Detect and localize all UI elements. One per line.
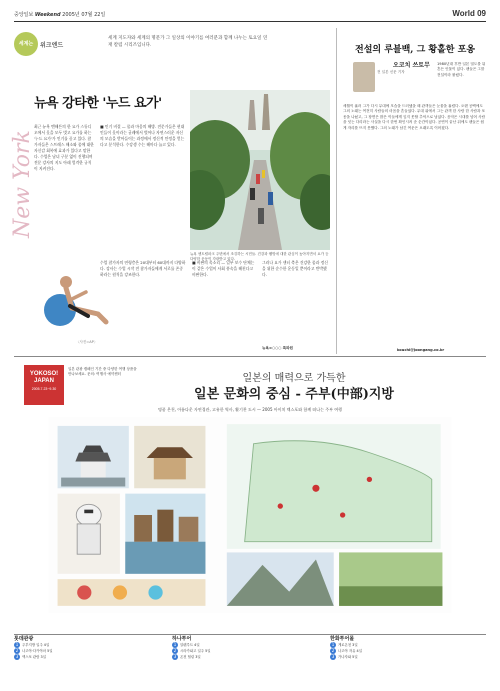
- author-meta: 전 일본 신문 기자: [377, 70, 405, 74]
- agency-item[interactable]: 1 알펜루트 4일: [173, 642, 200, 647]
- agency-name: 롯데관광: [14, 636, 34, 642]
- author-photo: [353, 62, 375, 92]
- yokoso-japan-logo: [24, 365, 64, 405]
- photo-caption: 뉴욕 센트럴파크 주변에서 조깅하는 시민들. 건강과 웰빙에 대한 관심이 높아지면서 요가 등 다양한 운동이 각광받고 있다.: [190, 252, 329, 261]
- agency-name: 한화투어몰: [330, 636, 355, 642]
- agency-hana: [172, 637, 322, 683]
- travel-agency-bar: [14, 634, 486, 682]
- new-york-watermark: New York: [10, 130, 35, 238]
- section-label: 위크엔드: [40, 42, 64, 49]
- article-column-2: ■ 인기 비결 — 몸과 마음의 해방. 전문가들은 현대인들이 옷이라는 굴레에서 벗어나 자연스러운 자신의 모습을 받아들이는 과정에서 정신적 안정을 얻는다고 분석한다. 수강생 수는 해마다 늘고 있다.: [100, 124, 185, 147]
- article-headline: 뉴욕 강타한 '누드 요가': [34, 96, 162, 111]
- paper-name: 중앙일보: [14, 12, 34, 18]
- agency-item[interactable]: 2 나고야·다카야마 5일: [15, 648, 53, 653]
- article-column-1: 최근 뉴욕 맨해튼의 한 요가 스튜디오에서 옷을 모두 벗고 요가를 하는 '누드 요가'가 인기를 끌고 있다. 참가자들은 스트레스 해소와 몸에 대한 자신감 회복에 효과가 있다고 말한다. 수업은 남녀 구분 없이 진행되며 전문 강사의 지도 아래 엄격한 규칙이 지켜진다.: [34, 124, 94, 171]
- ad-photo-collage: [24, 417, 476, 613]
- page-label: World 09: [452, 9, 486, 18]
- agency-item[interactable]: 3 가나자와 5일: [331, 654, 358, 659]
- article-column-5: 그러나 요가 센터 측은 건강한 몸과 정신을 위한 순수한 운동일 뿐이라고 반박했다.: [262, 260, 328, 277]
- column-intro: 1980년대 후반 일본 열도를 뒤흔든 인물이 있다. 팬들은 그를 전설이라 불렀다.: [437, 62, 486, 77]
- article-column-3: 수업 참가자의 연령층은 20대부터 60대까지 다양하다. 강사는 수업 시작 전 참가자들에게 서로를 존중하라는 원칙을 강조한다.: [100, 260, 186, 277]
- agency-hanwha: [330, 637, 486, 683]
- central-park-photo: [190, 90, 330, 250]
- section-badge: 세계는: [14, 32, 38, 56]
- author-name: 오코치 쓰토무: [393, 62, 430, 69]
- ad-info-text: 일본 관광 캠페인 기간 중 다양한 여행 상품을 만나보세요. 문의: 여행사 예약센터: [68, 367, 137, 376]
- section-name: Weekend: [34, 12, 61, 18]
- agency-item[interactable]: 2 시라카와고 일주 5일: [173, 648, 211, 653]
- agency-item[interactable]: 1 주부지방 일주 4일: [15, 642, 50, 647]
- agency-item[interactable]: 2 나고야 자유 4일: [331, 648, 362, 653]
- opinion-column: [336, 28, 486, 354]
- agency-lotte: [14, 637, 164, 683]
- ad-subline: 명품 온천, 아름다운 자연경관, 고유한 역사, 활기찬 도시 — 2005 아이치 엑스포와 함께 떠나는 주부 여행: [158, 407, 342, 412]
- column-title: 전설의 루블백, 그 황홀한 포옹: [355, 45, 475, 55]
- page-header: [14, 8, 486, 22]
- japan-tourism-ad: [14, 356, 486, 678]
- agency-item[interactable]: 3 엑스포 관람 3일: [15, 654, 46, 659]
- ad-headline-sub: 일본의 매력으로 가득한: [242, 373, 346, 384]
- agency-item[interactable]: 3 온천 힐링 3일: [173, 654, 201, 659]
- logo-line-1: YOKOSO!: [29, 371, 59, 377]
- header-paper-info: [14, 11, 105, 18]
- logo-dates: 2005.7.23~9.30: [31, 387, 57, 391]
- article-byline: 뉴욕=○○○ 특파원: [262, 346, 294, 350]
- issue-date: 2005년 07월 22일: [62, 12, 106, 18]
- agency-name: 하나투어: [172, 636, 192, 642]
- agency-item[interactable]: 1 게로온천 3일: [331, 642, 358, 647]
- logo-line-2: JAPAN: [34, 378, 54, 384]
- article-column-4: ■ 비판의 목소리 — 일부 보수 단체는 이 같은 수업이 사회 풍속을 해친다고 비판한다.: [192, 260, 255, 277]
- column-body: 세월이 흘러 그가 다시 무대에 모습을 드러냈을 때 관객들은 눈물을 흘렸다. 오랜 공백에도 그의 노래는 여전히 사람들의 마음을 흔들었다. 무대 위에서 그는 관객 한 사람 한 사람과 포옹을 나눴고, 그 장면은 많은 이들에게 잊지 못할 추억으로 남았다. 음악은 시대를 넘어 사람을 잇는 다리라는 사실을 다시 한번 확인시켜 준 순간이었다. 공연이 끝난 뒤에도 팬들은 쉽게 자리를 뜨지 못했다. 그의 노래가 남긴 여운은 오래도록 이어졌다.: [343, 104, 486, 130]
- article-lead: 세계 지도자와 세계의 명문가 그 일상의 이야기를 여러분과 함께 나누는 토요일 연재 칼럼 시리즈입니다.: [108, 36, 268, 48]
- author-email: kouchi@joongang.co.kr: [397, 348, 445, 352]
- main-article: [10, 28, 330, 354]
- yoga-caption: 〈사진=AP〉: [76, 340, 98, 344]
- ad-headline-main: 일본 문화의 중심 - 주부(中部)지방: [194, 387, 394, 402]
